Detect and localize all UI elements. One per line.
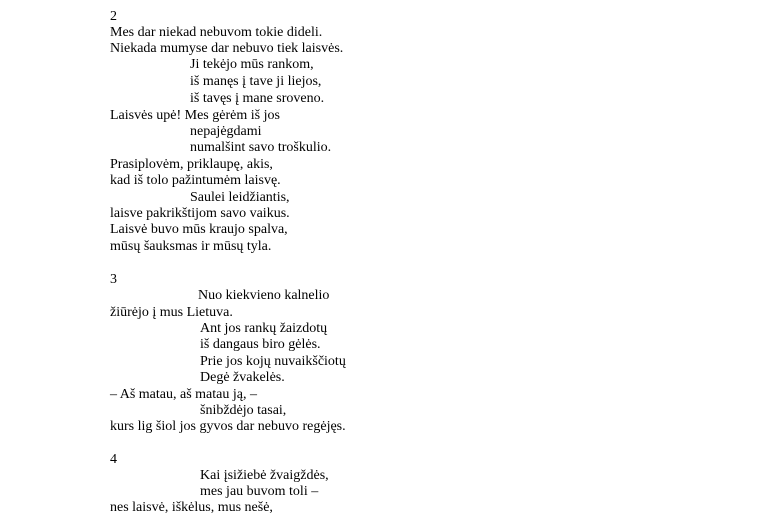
poem-line: Laisvės upė! Mes gėrėm iš jos: [110, 108, 280, 123]
poem-line: Mes dar niekad nebuvom tokie dideli.: [110, 25, 323, 40]
poem-line: mūsų šauksmas ir mūsų tyla.: [110, 239, 272, 254]
poem-line: Nuo kiekvieno kalnelio: [198, 288, 330, 303]
poem-line: Kai įsižiebė žvaigždės,: [200, 468, 329, 483]
poem-line: Prie jos kojų nuvaikščiotų: [200, 354, 346, 369]
poem-line: nepajėgdami: [190, 124, 262, 139]
section-number: 3: [110, 272, 117, 287]
poem-line: mes jau buvom toli –: [200, 484, 319, 499]
poem-line: Prasiplovėm, priklaupę, akis,: [110, 157, 273, 172]
poem-line: iš manęs į tave ji liejos,: [190, 74, 322, 89]
poem-line: žiūrėjo į mus Lietuva.: [110, 305, 233, 320]
poem-line: kad iš tolo pažintumėm laisvę.: [110, 173, 281, 188]
poem-line: iš tavęs į mane sroveno.: [190, 91, 325, 106]
poem-line: nes laisvė, iškėlus, mus nešė,: [110, 500, 273, 515]
poem-line: Ant jos rankų žaizdotų: [200, 321, 328, 336]
poem-line: Ji tekėjo mūs rankom,: [190, 57, 314, 72]
section-number: 4: [110, 452, 117, 467]
poem-line: Laisvė buvo mūs kraujo spalva,: [110, 222, 288, 237]
poem-line: Niekada mumyse dar nebuvo tiek laisvės.: [110, 41, 344, 56]
poem-line: laisve pakrikštijom savo vaikus.: [110, 206, 290, 221]
poem-line: šnibždėjo tasai,: [200, 403, 287, 418]
poem-line: – Aš matau, aš matau ją, –: [110, 387, 257, 402]
section-number: 2: [110, 9, 117, 24]
poem-line: numalšint savo troškulio.: [190, 140, 332, 155]
poem-line: Degė žvakelės.: [200, 370, 285, 385]
poem-line: iš dangaus biro gėlės.: [200, 337, 321, 352]
poem-line: kurs lig šiol jos gyvos dar nebuvo regėjęs.: [110, 419, 346, 434]
poem-line: Saulei leidžiantis,: [190, 190, 290, 205]
